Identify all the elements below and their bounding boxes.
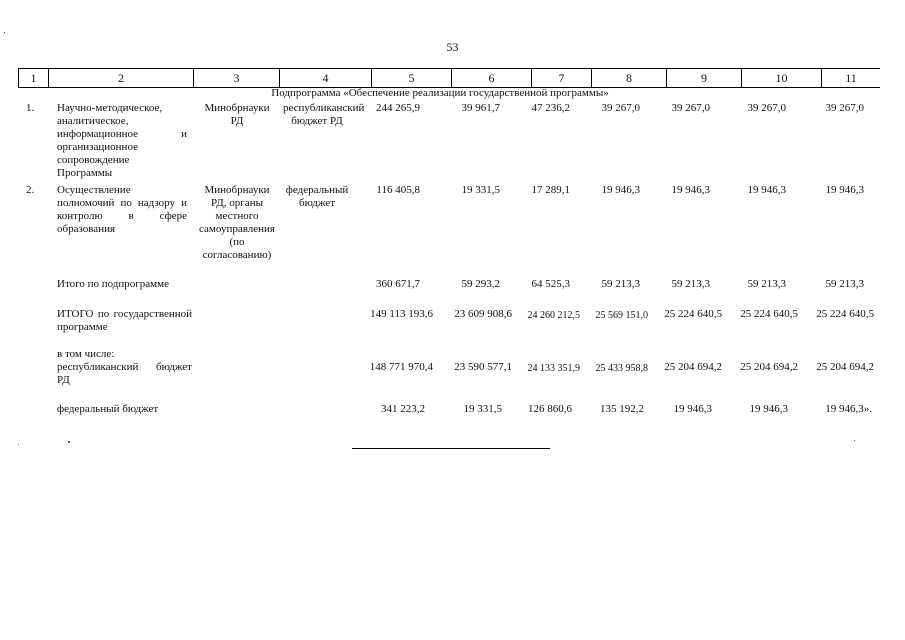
row-1-col8: 39 267,0 — [601, 102, 640, 114]
total-republican-col11: 25 204 694,2 — [816, 361, 874, 373]
total-subprogram-col8: 59 213,3 — [601, 278, 640, 290]
row-1-executor: Минобрнауки РД — [204, 102, 270, 127]
row-1-source: республиканский бюджет РД — [283, 102, 365, 127]
row-1-num: 1. — [26, 102, 35, 114]
total-republican-col6: 23 590 577,1 — [454, 361, 512, 373]
total-republican-col5: 148 771 970,4 — [369, 361, 433, 373]
total-program-col10: 25 224 640,5 — [740, 308, 798, 320]
header-col-5: 5 — [371, 69, 451, 87]
total-federal-col9: 19 946,3 — [673, 403, 712, 415]
total-subprogram-col7: 64 525,3 — [531, 278, 570, 290]
total-republican-col9: 25 204 694,2 — [664, 361, 722, 373]
total-subprogram-col5: 360 671,7 — [376, 278, 420, 290]
row-2-executor: Минобрнауки РД, органы местного самоуправления (по согласованию) — [199, 184, 275, 261]
total-federal-col7: 126 860,6 — [528, 403, 572, 415]
total-federal-col6: 19 331,5 — [463, 403, 502, 415]
total-subprogram-col11: 59 213,3 — [825, 278, 864, 290]
total-program-col5: 149 113 193,6 — [370, 308, 433, 320]
header-col-4: 4 — [279, 69, 371, 87]
row-1-col9: 39 267,0 — [671, 102, 710, 114]
row-1-col10: 39 267,0 — [747, 102, 786, 114]
header-col-3: 3 — [193, 69, 279, 87]
total-republican-col10: 25 204 694,2 — [740, 361, 798, 373]
total-republican-col8: 25 433 958,8 — [595, 363, 648, 374]
row-1-col6: 39 961,7 — [461, 102, 500, 114]
total-subprogram-col6: 59 293,2 — [461, 278, 500, 290]
row-2-col8: 19 946,3 — [601, 184, 640, 196]
closing-rule — [352, 448, 550, 449]
row-2-source: федеральный бюджет — [285, 184, 349, 209]
row-2-col11: 19 946,3 — [825, 184, 864, 196]
page-number: 53 — [446, 40, 459, 54]
row-2-col6: 19 331,5 — [461, 184, 500, 196]
header-col-11: 11 — [821, 69, 880, 87]
header-col-1: 1 — [18, 69, 48, 87]
row-2-col5: 116 405,8 — [376, 184, 420, 196]
scan-speck — [18, 444, 19, 445]
row-1-name: Научно-методическое, аналитическое, информационное и организационное сопровождение Программы — [57, 102, 187, 179]
header-col-9: 9 — [666, 69, 741, 87]
total-program-col8: 25 569 151,0 — [595, 310, 648, 321]
total-federal-col5: 341 223,2 — [381, 403, 425, 415]
row-1-col7: 47 236,2 — [531, 102, 570, 114]
total-program-col6: 23 609 908,6 — [454, 308, 512, 320]
header-col-6: 6 — [451, 69, 531, 87]
scan-speck — [854, 440, 855, 441]
total-federal-col8: 135 192,2 — [600, 403, 644, 415]
total-subprogram-col9: 59 213,3 — [671, 278, 710, 290]
total-republican-col7: 24 133 351,9 — [527, 363, 580, 374]
table-header — [18, 68, 880, 88]
scan-speck — [68, 441, 70, 443]
total-subprogram-label: Итого по подпрограмме — [57, 278, 169, 290]
header-col-2: 2 — [48, 69, 193, 87]
total-republican-label: республиканский бюджет РД — [57, 361, 192, 386]
row-2-name: Осуществление полномочий по надзору и контролю в сфере образования — [57, 184, 187, 235]
row-1-col5: 244 265,9 — [376, 102, 420, 114]
header-col-10: 10 — [741, 69, 821, 87]
row-2-col7: 17 289,1 — [531, 184, 570, 196]
header-row — [18, 68, 880, 88]
total-program-col7: 24 260 212,5 — [527, 310, 580, 321]
total-federal-col11: 19 946,3». — [825, 403, 872, 415]
row-2-col9: 19 946,3 — [671, 184, 710, 196]
total-subprogram-col10: 59 213,3 — [747, 278, 786, 290]
total-program-col11: 25 224 640,5 — [816, 308, 874, 320]
header-col-7: 7 — [531, 69, 591, 87]
total-federal-col10: 19 946,3 — [749, 403, 788, 415]
subprogram-title: Подпрограмма «Обеспечение реализации государственной программы» — [271, 87, 609, 99]
header-col-8: 8 — [591, 69, 666, 87]
row-2-col10: 19 946,3 — [747, 184, 786, 196]
total-program-label: ИТОГО по государственной программе — [57, 308, 192, 333]
total-republican-prefix: в том числе: — [57, 348, 115, 360]
row-2-num: 2. — [26, 184, 35, 196]
total-program-col9: 25 224 640,5 — [664, 308, 722, 320]
row-1-col11: 39 267,0 — [825, 102, 864, 114]
scan-speck — [4, 32, 5, 33]
total-federal-label: федеральный бюджет — [57, 403, 159, 415]
